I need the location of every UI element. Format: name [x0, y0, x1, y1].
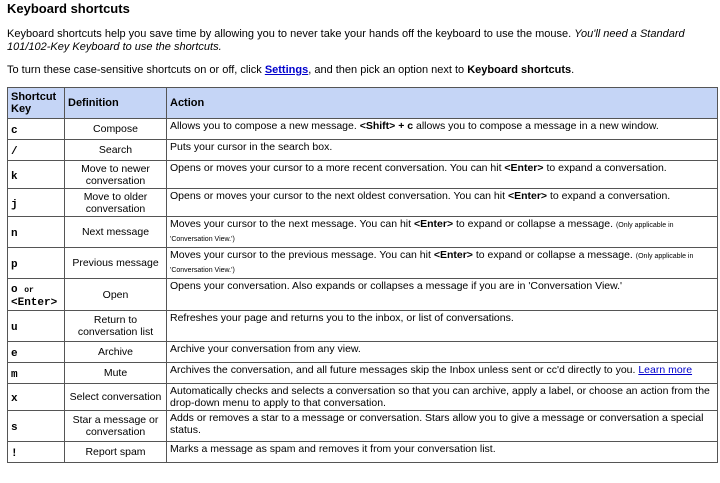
- action-text: Allows you to compose a new message. <Shift> + c allows you to compose a message in a new window.: [170, 120, 659, 132]
- action-cell: [167, 248, 718, 279]
- action-text: Opens your conversation. Also expands or collapses a message if you are in 'Conversation View.': [170, 280, 623, 292]
- table-row: [8, 119, 718, 140]
- table-header-row: [8, 88, 718, 119]
- definition-cell: Previous message: [65, 248, 167, 279]
- definition-cell: Archive: [65, 342, 167, 363]
- intro-paragraph: [7, 28, 719, 54]
- action-note: (Only applicable in 'Conversation View.'): [170, 253, 694, 274]
- shortcut-key: x: [11, 393, 18, 405]
- action-cell: [167, 384, 718, 411]
- definition-cell: Search: [65, 140, 167, 161]
- action-cell: [167, 363, 718, 384]
- table-row: [8, 411, 718, 442]
- action-text: Adds or removes a star to a message or conversation. Stars allow you to give a message or conversation a special status.: [170, 412, 704, 436]
- action-cell: [167, 119, 718, 140]
- action-cell: [167, 189, 718, 217]
- action-text: Archive your conversation from any view.: [170, 343, 361, 355]
- header-definition: Definition: [65, 88, 167, 119]
- table-row: [8, 384, 718, 411]
- action-cell: [167, 217, 718, 248]
- shortcut-key: o: [11, 284, 18, 296]
- shortcut-key: u: [11, 322, 18, 334]
- header-shortcut-key: Shortcut Key: [8, 88, 65, 119]
- action-text: Opens or moves your cursor to a more recent conversation. You can hit <Enter> to expand a conversation.: [170, 162, 667, 174]
- shortcut-key-cell: [8, 248, 65, 279]
- page-title: Keyboard shortcuts: [7, 1, 130, 16]
- table-row: [8, 363, 718, 384]
- table-row: [8, 189, 718, 217]
- action-text: Moves your cursor to the next message. You can hit <Enter> to expand or collapse a message.: [170, 218, 614, 230]
- action-text: Refreshes your page and returns you to the inbox, or list of conversations.: [170, 312, 514, 324]
- action-text: Marks a message as spam and removes it from your conversation list.: [170, 443, 496, 455]
- shortcuts-table: [7, 87, 718, 463]
- settings-instructions: [7, 64, 574, 77]
- shortcut-key: c: [11, 125, 18, 137]
- table-row: [8, 161, 718, 189]
- definition-cell: Mute: [65, 363, 167, 384]
- learn-more-link[interactable]: Learn more: [638, 364, 693, 376]
- definition-cell: Open: [65, 279, 167, 311]
- shortcut-key-alt: <Enter>: [11, 297, 58, 309]
- action-note: (Only applicable in 'Conversation View.'): [170, 222, 674, 243]
- shortcut-key: n: [11, 228, 18, 240]
- shortcut-key: p: [11, 259, 18, 271]
- definition-cell: Next message: [65, 217, 167, 248]
- definition-cell: Compose: [65, 119, 167, 140]
- definition-cell: Move to newer conversation: [65, 161, 167, 189]
- definition-cell: Star a message or conversation: [65, 411, 167, 442]
- action-text: Archives the conversation, and all future messages skip the Inbox unless sent or cc'd directly to you.: [170, 364, 636, 376]
- shortcut-key-cell: [8, 411, 65, 442]
- header-action: Action: [167, 88, 718, 119]
- shortcut-key: m: [11, 369, 18, 381]
- table-row: [8, 140, 718, 161]
- shortcut-key-or: or: [24, 286, 34, 295]
- shortcut-key: /: [11, 146, 18, 158]
- intro-italic-note: You'll need a Standard 101/102-Key Keyboard to use the shortcuts.: [7, 28, 685, 53]
- shortcut-key-cell: [8, 161, 65, 189]
- settings-text-middle: , and then pick an option next to: [308, 64, 468, 76]
- action-cell: [167, 442, 718, 463]
- definition-cell: Report spam: [65, 442, 167, 463]
- action-cell: [167, 161, 718, 189]
- shortcut-key: s: [11, 422, 18, 434]
- shortcut-key-cell: [8, 217, 65, 248]
- shortcut-key: k: [11, 170, 18, 183]
- shortcut-key-cell: [8, 189, 65, 217]
- shortcut-key-cell: [8, 119, 65, 140]
- definition-cell: Select conversation: [65, 384, 167, 411]
- definition-cell: Move to older conversation: [65, 189, 167, 217]
- table-row: [8, 311, 718, 342]
- definition-cell: Return to conversation list: [65, 311, 167, 342]
- shortcut-key: j: [11, 198, 18, 211]
- keyboard-shortcuts-label: Keyboard shortcuts: [467, 64, 572, 76]
- action-cell: [167, 342, 718, 363]
- shortcut-key-cell: [8, 342, 65, 363]
- action-cell: [167, 311, 718, 342]
- table-row: [8, 248, 718, 279]
- shortcut-key-cell: [8, 363, 65, 384]
- table-row: [8, 442, 718, 463]
- settings-text-before: To turn these case-sensitive shortcuts on or off, click: [7, 64, 265, 76]
- action-text: Automatically checks and selects a conversation so that you can archive, apply a label, or choose an action from the drop-down menu to apply to that conversation.: [170, 385, 710, 409]
- shortcut-key-cell: [8, 140, 65, 161]
- action-cell: [167, 279, 718, 311]
- table-row: [8, 342, 718, 363]
- action-cell: [167, 140, 718, 161]
- shortcut-key: e: [11, 348, 18, 360]
- shortcut-key: !: [11, 448, 18, 460]
- shortcut-key-cell: [8, 384, 65, 411]
- action-text: Opens or moves your cursor to the next oldest conversation. You can hit <Enter> to expand a conversation.: [170, 190, 671, 202]
- shortcut-key-cell: [8, 311, 65, 342]
- table-row: [8, 279, 718, 311]
- table-row: [8, 217, 718, 248]
- shortcut-key-cell: [8, 442, 65, 463]
- shortcut-key-cell: [8, 279, 65, 311]
- action-text: Puts your cursor in the search box.: [170, 141, 333, 153]
- settings-link[interactable]: Settings: [264, 64, 309, 76]
- intro-text: Keyboard shortcuts help you save time by allowing you to never take your hands off the keyboard to use the mouse.: [7, 28, 575, 40]
- action-cell: [167, 411, 718, 442]
- settings-text-after: .: [571, 64, 575, 76]
- action-text: Moves your cursor to the previous message. You can hit <Enter> to expand or collapse a message.: [170, 249, 633, 261]
